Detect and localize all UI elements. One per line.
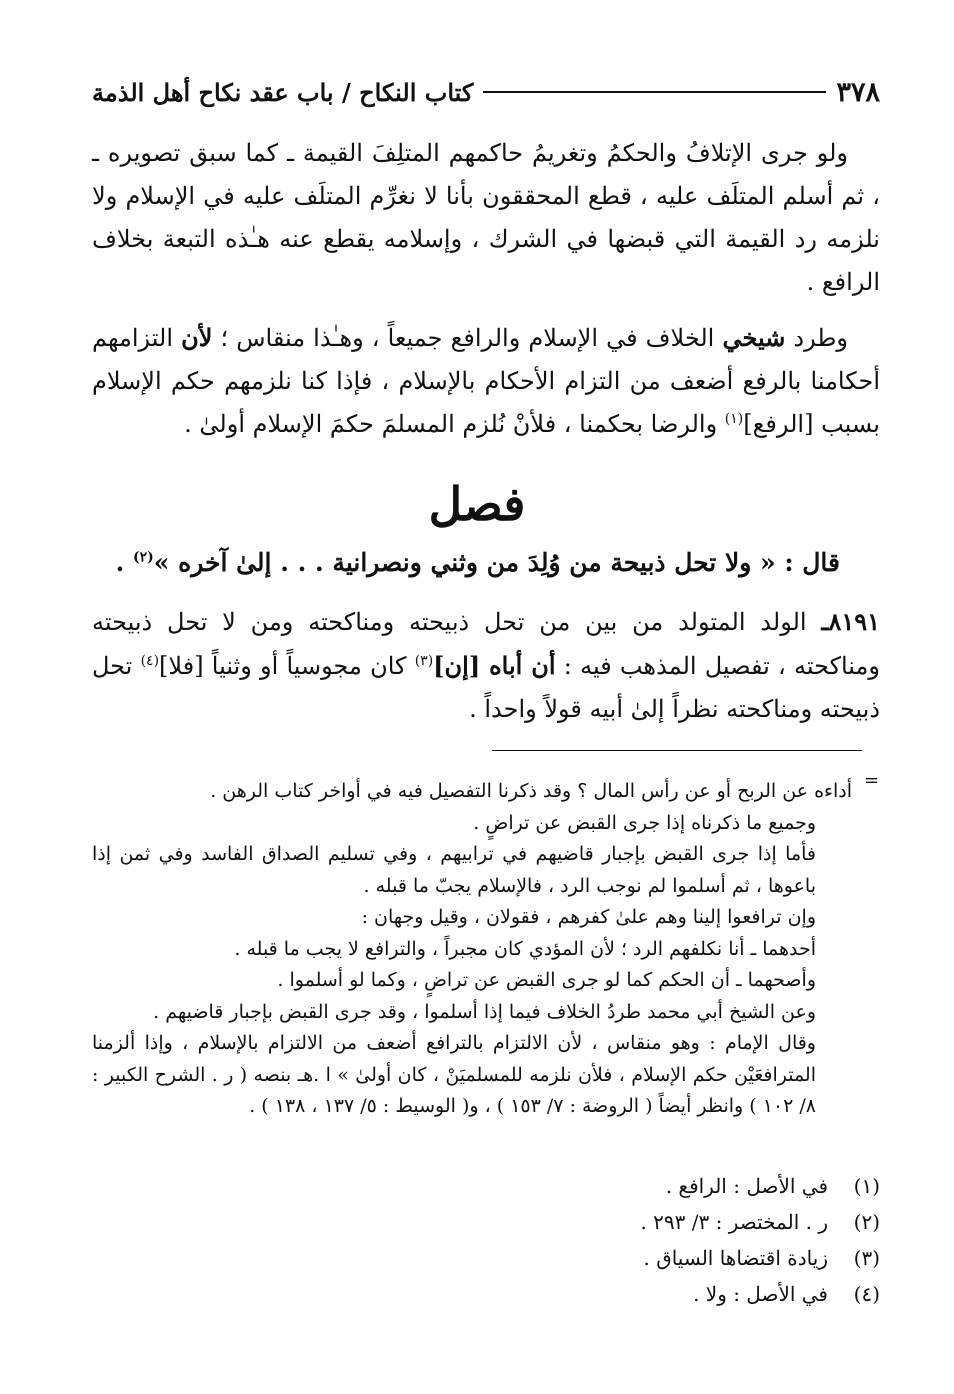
footnotes-list xyxy=(92,1168,880,1312)
paragraph-1: ولو جرى الإتلافُ والحكمُ وتغريمُ حاكمهم المتلِفَ القيمة ـ كما سبق تصويره ـ ، ثم أسلم المتلَف عليه ، قطع المحققون بأنا لا نغرِّم المتلَف عليه في الإسلام ولا نلزمه رد القيمة التي قبضها في الشرك ، وإسلامه يقطع عنه هـٰذه التبعة بخلاف الرافع . xyxy=(92,139,881,296)
p8191-bold-b: أن أباه [إن] xyxy=(433,651,556,680)
footnote-number: (٤) xyxy=(853,1282,880,1306)
footnote-number: (١) xyxy=(853,1174,880,1198)
note-line: وعن الشيخ أبي محمد طردُ الخلاف فيما إذا أسلموا ، وقد جرى القبض بإجبار قاضيهم . xyxy=(153,1000,816,1023)
note-line: أحدهما ـ أنا نكلفهم الرد ؛ لأن المؤدي كان مجبراً ، والترافع لا يجب ما قبله . xyxy=(234,937,816,960)
footnote-divider xyxy=(492,750,862,751)
page-header xyxy=(92,72,880,112)
continuation-mark: = xyxy=(864,770,880,791)
note-line: وإن ترافعوا إلينا وهم علىٰ كفرهم ، فقولان ، وقيل وجهان : xyxy=(361,906,816,928)
footnote-text: زيادة اقتضاها السياق . xyxy=(643,1246,828,1270)
qala-end: . xyxy=(115,548,133,577)
footnote-number: (٢) xyxy=(853,1210,880,1234)
footnote-ref-3: (٣) xyxy=(414,653,434,669)
p8191-text-d: كان مجوسياً أو وثنياً [فلا] xyxy=(159,652,415,680)
p2-bold-lianna: لأن xyxy=(181,323,213,352)
footnote-number: (٣) xyxy=(853,1246,880,1270)
footnote-2 xyxy=(92,1204,880,1240)
footnote-ref-4: (٤) xyxy=(140,653,160,669)
p2-text-a: وطرد xyxy=(785,324,849,352)
fasl-heading: فصل xyxy=(428,477,526,531)
p2-text-g: والرضا بحكمنا ، فلأنْ نُلزم المسلمَ حكمَ الإسلام أولىٰ . xyxy=(184,410,725,438)
quoted-matn xyxy=(92,540,840,586)
paragraph-8191 xyxy=(92,600,880,731)
footnote-4 xyxy=(92,1276,880,1312)
footnote-ref-2: (٢) xyxy=(132,549,154,566)
running-title: كتاب النكاح / باب عقد نكاح أهل الذمة xyxy=(92,77,474,107)
p2-text-e: التزامهم أحكامنا بالرفع أضعف من التزام الأحكام بالإسلام ، فإذا كنا نلزمهم حكم الإسلام بسبب [الرفع] xyxy=(92,324,880,438)
footnote-text: في الأصل : الرافع . xyxy=(665,1174,828,1198)
note-line: وجميع ما ذكرناه إذا جرى القبض عن تراضٍ . xyxy=(473,811,816,834)
paragraph-number: ٨١٩١ـ xyxy=(821,607,880,636)
header-rule xyxy=(483,91,826,93)
footnote-1 xyxy=(92,1168,880,1204)
note-line: وأصحهما ـ أن الحكم كما لو جرى القبض عن تراضٍ ، وكما لو أسلموا . xyxy=(277,969,816,991)
note-line: فأما إذا جرى القبض بإجبار قاضيهم في ترابيهم ، وفي تسليم الصداق الفاسد وفي ثمن إذا باعوها ، ثم أسلموا لم نوجب الرد ، فالإسلام يجبّ ما قبله . xyxy=(92,843,816,897)
footnote-3 xyxy=(92,1240,880,1276)
p8191-text-a: الولد المتولد من بين من تحل ذبيحته ومناكحته ومن لا تحل ذبيحته ومناكحته ، تفصيل المذهب فيه : xyxy=(92,608,880,680)
page-number: ٣٧٨ xyxy=(836,76,880,108)
p8191-text-f: تحل ذبيحته ومناكحته نظراً إلىٰ أبيه قولاً واحداً . xyxy=(92,652,880,723)
continued-footnote xyxy=(92,776,852,1123)
qala-text: قال : « ولا تحل ذبيحة من وُلِدَ من وثني ونصرانية . . . إلىٰ آخره » xyxy=(153,548,840,577)
p2-text-c: الخلاف في الإسلام والرافع جميعاً ، وهـٰذا منقاس ؛ xyxy=(212,324,723,352)
section-ornament-fasl xyxy=(380,458,574,550)
footnote-text: ر . المختصر : ٣/ ٢٩٣ . xyxy=(640,1210,828,1234)
p2-bold-shaykh: شيخي xyxy=(722,323,786,352)
note-line: وقال الإمام : وهو منقاس ، لأن الالتزام بالترافع أضعف من الالتزام بالإسلام ، وإذا ألزمنا المترافعَيْن حكم الإسلام ، فلأن نلزمه للمسلميَنْ ، كان أولىٰ » ا .هـ بنصه ( ر . الشرح الكبير : ٨/ ١٠٢ ) وانظر أيضاً ( الروضة : ٧/ ١٥٣ ) ، و( الوسيط : ٥/ ١٣٧ ، ١٣٨ ) . xyxy=(92,1032,816,1117)
footnote-text: في الأصل : ولا . xyxy=(693,1282,828,1306)
main-text-8191 xyxy=(92,600,880,743)
paragraph-2 xyxy=(92,316,880,446)
main-text-top xyxy=(92,132,880,458)
note-line: أداءه عن الربح أو عن رأس المال ؟ وقد ذكرنا التفصيل فيه في أواخر كتاب الرهن . xyxy=(210,780,852,802)
footnote-ref-1: (١) xyxy=(724,411,744,427)
